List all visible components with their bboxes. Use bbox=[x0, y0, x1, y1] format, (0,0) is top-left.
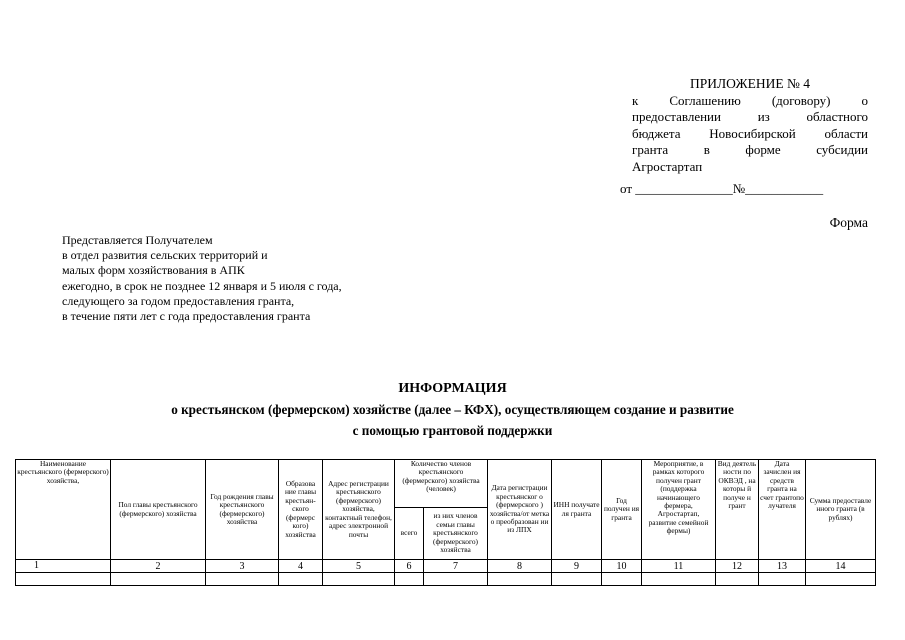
column-number: 8 bbox=[488, 560, 552, 573]
header-members-family: из них членов семьи главы крестьянского (фермерского) хозяйства bbox=[424, 508, 488, 560]
column-number: 9 bbox=[552, 560, 602, 573]
instruction-line: в течение пяти лет с года предоставления гранта bbox=[62, 309, 311, 324]
appendix-line: Агростартап bbox=[632, 158, 703, 174]
table-row bbox=[16, 573, 876, 586]
header-registration-address: Адрес регистрации крестьянского (фермерского) хозяйства, контактный телефон, адрес электронной почты bbox=[323, 460, 395, 560]
instruction-line: следующего за годом предоставления гранта, bbox=[62, 293, 295, 308]
header-head-education: Образова ние главы крестьян-ского (фермерс кого) хозяйства bbox=[279, 460, 323, 560]
header-members-total: всего bbox=[395, 508, 424, 560]
header-farm-name: Наименование крестьянского (фермерского) хозяйства, bbox=[16, 460, 111, 560]
column-number: 10 bbox=[602, 560, 642, 573]
column-number: 13 bbox=[759, 560, 806, 573]
column-number: 12 bbox=[716, 560, 759, 573]
table-cell[interactable] bbox=[642, 573, 716, 586]
appendix-date-line: от _______________№____________ bbox=[620, 181, 824, 196]
column-number: 4 bbox=[279, 560, 323, 573]
header-inn: ИНН получате ля гранта bbox=[552, 460, 602, 560]
column-number: 5 bbox=[323, 560, 395, 573]
table-cell[interactable] bbox=[552, 573, 602, 586]
document-subtitle-cont: с помощью грантовой поддержки bbox=[352, 423, 553, 438]
header-head-birth-year: Год рождения главы крестьянского (фермерского) хозяйства bbox=[206, 460, 279, 560]
table-cell[interactable] bbox=[602, 573, 642, 586]
instruction-line: малых форм хозяйствования в АПК bbox=[62, 263, 245, 278]
header-members-group: Количество членов крестьянского (фермерского) хозяйства (человек) bbox=[395, 460, 488, 508]
column-number: 7 bbox=[424, 560, 488, 573]
column-number: 3 bbox=[206, 560, 279, 573]
form-label: Форма bbox=[829, 215, 868, 230]
header-okved: Вид деятель ности по ОКВЭД , на которы й получе н грант bbox=[716, 460, 759, 560]
table-cell[interactable] bbox=[806, 573, 876, 586]
information-table bbox=[15, 459, 876, 586]
appendix-title: ПРИЛОЖЕНИЕ № 4 bbox=[689, 76, 811, 91]
table-cell[interactable] bbox=[424, 573, 488, 586]
appendix-block bbox=[632, 76, 868, 175]
appendix-line: предоставлении из областного bbox=[632, 109, 868, 124]
table-cell[interactable] bbox=[111, 573, 206, 586]
header-registration-date: Дата регистрации крестьянског о (фермерского ) хозяйства/от метка о преобразован ии из ЛПХ bbox=[488, 460, 552, 560]
table-cell[interactable] bbox=[716, 573, 759, 586]
table-cell[interactable] bbox=[279, 573, 323, 586]
appendix-line: к Соглашению (договору) о bbox=[632, 92, 868, 108]
table-cell[interactable] bbox=[323, 573, 395, 586]
instruction-line: ежегодно, в срок не позднее 12 января и 5 июля с года, bbox=[62, 278, 342, 293]
header-grant-credit-date: Дата зачислен ия средств гранта на счет грантопо лучателя bbox=[759, 460, 806, 560]
appendix-line: гранта в форме субсидии bbox=[632, 142, 868, 157]
header-program: Мероприятие, в рамках которого получен грант (поддержка начинающего фермера, Агростартап, развитие семейной фермы) bbox=[642, 460, 716, 560]
table-cell[interactable] bbox=[206, 573, 279, 586]
table-cell[interactable] bbox=[16, 573, 111, 586]
instruction-line: Представляется Получателем bbox=[62, 233, 213, 247]
appendix-line: бюджета Новосибирской области bbox=[632, 125, 868, 141]
instruction-line: в отдел развития сельских территорий и bbox=[62, 248, 268, 263]
column-number: 1 bbox=[16, 560, 111, 573]
header-grant-year: Год получен ия гранта bbox=[602, 460, 642, 560]
table-cell[interactable] bbox=[759, 573, 806, 586]
column-number: 14 bbox=[806, 560, 876, 573]
table-row bbox=[16, 560, 876, 573]
column-number: 11 bbox=[642, 560, 716, 573]
table-cell[interactable] bbox=[488, 573, 552, 586]
table-cell[interactable] bbox=[395, 573, 424, 586]
header-grant-amount: Сумма предоставле нного гранта (в рублях) bbox=[806, 460, 876, 560]
header-head-gender: Пол главы крестьянского (фермерского) хозяйства bbox=[111, 460, 206, 560]
column-number: 6 bbox=[395, 560, 424, 573]
submission-instructions bbox=[62, 233, 342, 324]
document-title: ИНФОРМАЦИЯ bbox=[398, 381, 507, 396]
column-number: 2 bbox=[111, 560, 206, 573]
document-subtitle: о крестьянском (фермерском) хозяйстве (далее – КФХ), осуществляющем создание и развитие bbox=[171, 402, 734, 417]
